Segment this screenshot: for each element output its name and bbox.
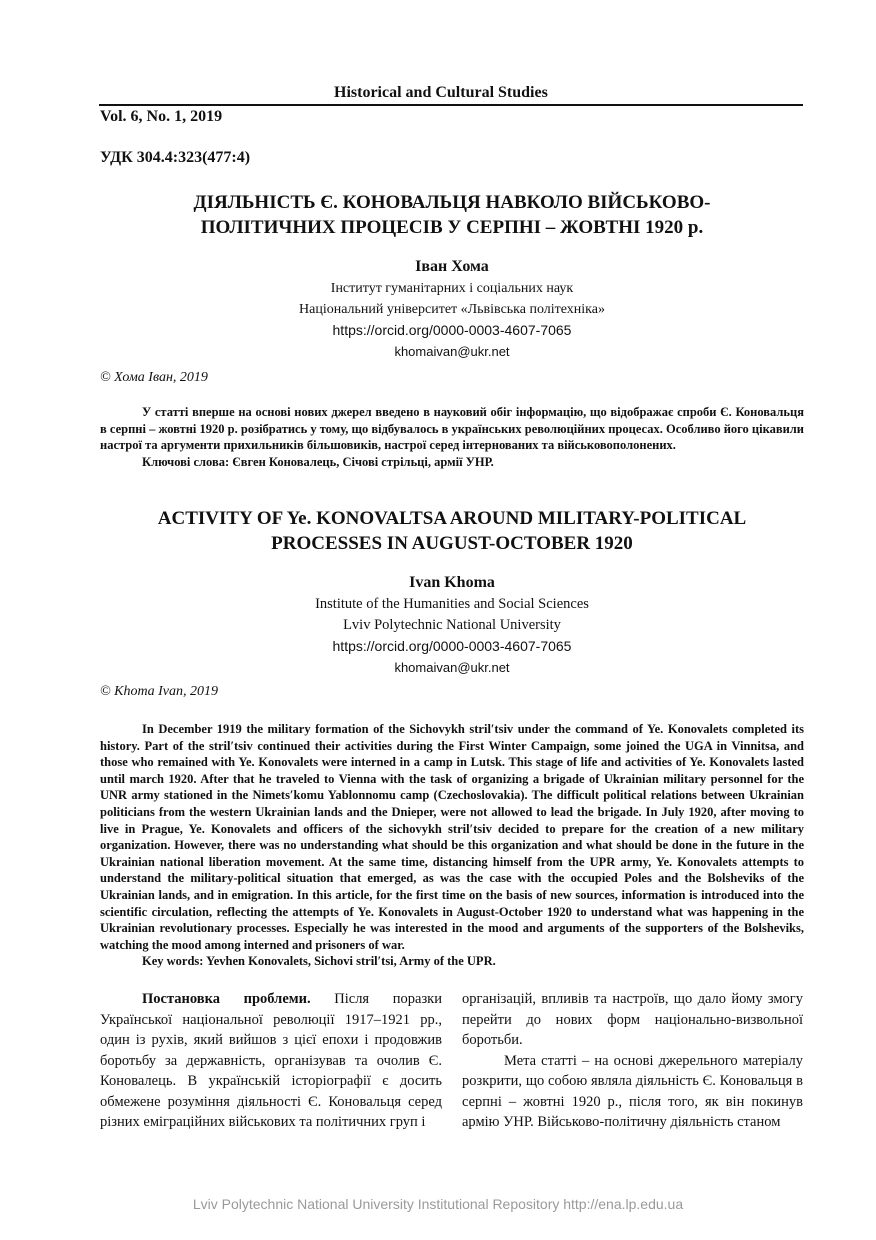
- title-ua-line1: ДІЯЛЬНІСТЬ Є. КОНОВАЛЬЦЯ НАВКОЛО ВІЙСЬКОВО-: [193, 192, 711, 213]
- abstract-en: [100, 721, 804, 970]
- affiliation-ua-university: Національний університет «Львівська політехніка»: [299, 302, 605, 317]
- abstract-en-text: In December 1919 the military formation of the Sichovykh stril′tsiv under the command of Ye. Konovalets completed its history. Part of the stril′tsiv continued their activities during the First Winter Campaign, some joined the UGA in Vinnitsa, and those who remained with Ye. Konovalets were interned in a camp in Lutsk. This stage of life and activities of Ye. Konovalets lasted until march 1920. After that he traveled to Vienna with the task of organizing a brigade of Ukrainian military personnel for the UNR army stationed in the Nimets′komu Yablonnomu camp (Czechoslovakia). The difficult political relations between Ukrainian politicians from the western Ukrainian lands and the Dnieper, were not allowed to lead the brigade. In July 1920, after moving to live in Prague, Ye. Konovalets and officers of the sichovykh stril′tsiv decided to prepare for the creation of a new military organization. However, there was no understanding what should be this organization and what should be done in the future in the Ukrainian national liberation movement. At the same time, distancing himself from the UPR army, Ye. Konovalets attempts to understand the military-political situation that emerged, as was the case with the occupied Poles and the Bolsheviks of the Ukrainian lands, and in emigration. In this article, for the first time on the basis of new sources, information is introduced into the scientific circulation, reflecting the attempts of Ye. Konovalets in August-October 1920 to understand what was happening in the Ukrainian revolutionary processes. Especially he was interested in the mood and arguments of the supporters of the Bolsheviks, watching the mood among interned and prisoners of war.: [100, 722, 804, 952]
- problem-statement-text: Після поразки Української національної революції 1917–1921 рр., один із рухів, який вийшов з цієї епохи і продовжив боротьбу за державність, організував та очолив Є. Коновалець. В українській історіографії є досить обмежене розуміння діяльності Є. Коновальця серед різних еміграційних військових та політичних груп і: [100, 991, 442, 1130]
- email-ua[interactable]: khomaivan@ukr.net: [394, 344, 510, 359]
- problem-statement-paragraph: [100, 989, 442, 1133]
- section-heading-problem: Постановка проблеми.: [142, 991, 311, 1007]
- journal-title: Historical and Cultural Studies: [334, 84, 548, 101]
- author-name-en: Ivan Khoma: [409, 574, 495, 591]
- continuation-paragraph: організацій, впливів та настроїв, що дало йому змогу перейти до нових форм національно-визвольної боротьби.: [462, 991, 803, 1048]
- title-ua-line2: ПОЛІТИЧНИХ ПРОЦЕСІВ У СЕРПНІ – ЖОВТНІ 1920 р.: [200, 217, 704, 238]
- affiliation-ua-institute: Інститут гуманітарних і соціальних наук: [330, 281, 574, 296]
- article-title-ua: [100, 190, 804, 240]
- abstract-ua-text: У статті вперше на основі нових джерел введено в науковий обіг інформацію, що відображає спроби Є. Коновальця в серпні – жовтні 1920 р. розібратись у тому, що відбувалось в українських революційних процесах. Особливо його цікавили настрої та аргументи прихильників більшовиків, настрої серед інтернованих та військовополонених.: [100, 405, 804, 453]
- orcid-link-ua[interactable]: https://orcid.org/0000-0003-4607-7065: [332, 322, 572, 338]
- article-goal-paragraph: Мета статті – на основі джерельного матеріалу розкрити, що собою являла діяльність Є. Коновальця в серпні – жовтні 1920 р., після того, як він покинув армію УНР. Військово-політичну діяльність станом: [462, 1052, 803, 1130]
- repository-footer: Lviv Polytechnic National University Institutional Repository http://ena.lp.edu.ua: [192, 1196, 684, 1212]
- orcid-link-en[interactable]: https://orcid.org/0000-0003-4607-7065: [332, 638, 572, 654]
- title-en-line2: PROCESSES IN AUGUST-OCTOBER 1920: [271, 533, 633, 554]
- abstract-ua: [100, 404, 804, 470]
- affiliation-en-institute: Institute of the Humanities and Social Sciences: [315, 596, 589, 612]
- body-column-left: [100, 989, 442, 1133]
- body-column-right: [462, 989, 803, 1133]
- affiliation-en: [100, 594, 804, 678]
- author-name-ua: Іван Хома: [415, 258, 489, 275]
- volume-info: Vol. 6, No. 1, 2019: [100, 108, 223, 125]
- keywords-ua: Ключові слова: Євген Коновалець, Січові стрільці, армії УНР.: [142, 454, 494, 469]
- article-title-en: [100, 506, 804, 556]
- udk-code: УДК 304.4:323(477:4): [100, 149, 251, 166]
- title-en-line1: ACTIVITY OF Ye. KONOVALTSA AROUND MILITARY-POLITICAL: [157, 508, 747, 529]
- affiliation-ua: [100, 278, 804, 362]
- email-en[interactable]: khomaivan@ukr.net: [394, 660, 510, 675]
- keywords-en: Key words: Yevhen Konovalets, Sichovi stril′tsi, Army of the UPR.: [142, 954, 496, 969]
- copyright-ua: © Хома Іван, 2019: [100, 370, 208, 385]
- copyright-en: © Khoma Ivan, 2019: [100, 684, 218, 699]
- header-rule: [99, 104, 803, 106]
- affiliation-en-university: Lviv Polytechnic National University: [343, 617, 561, 633]
